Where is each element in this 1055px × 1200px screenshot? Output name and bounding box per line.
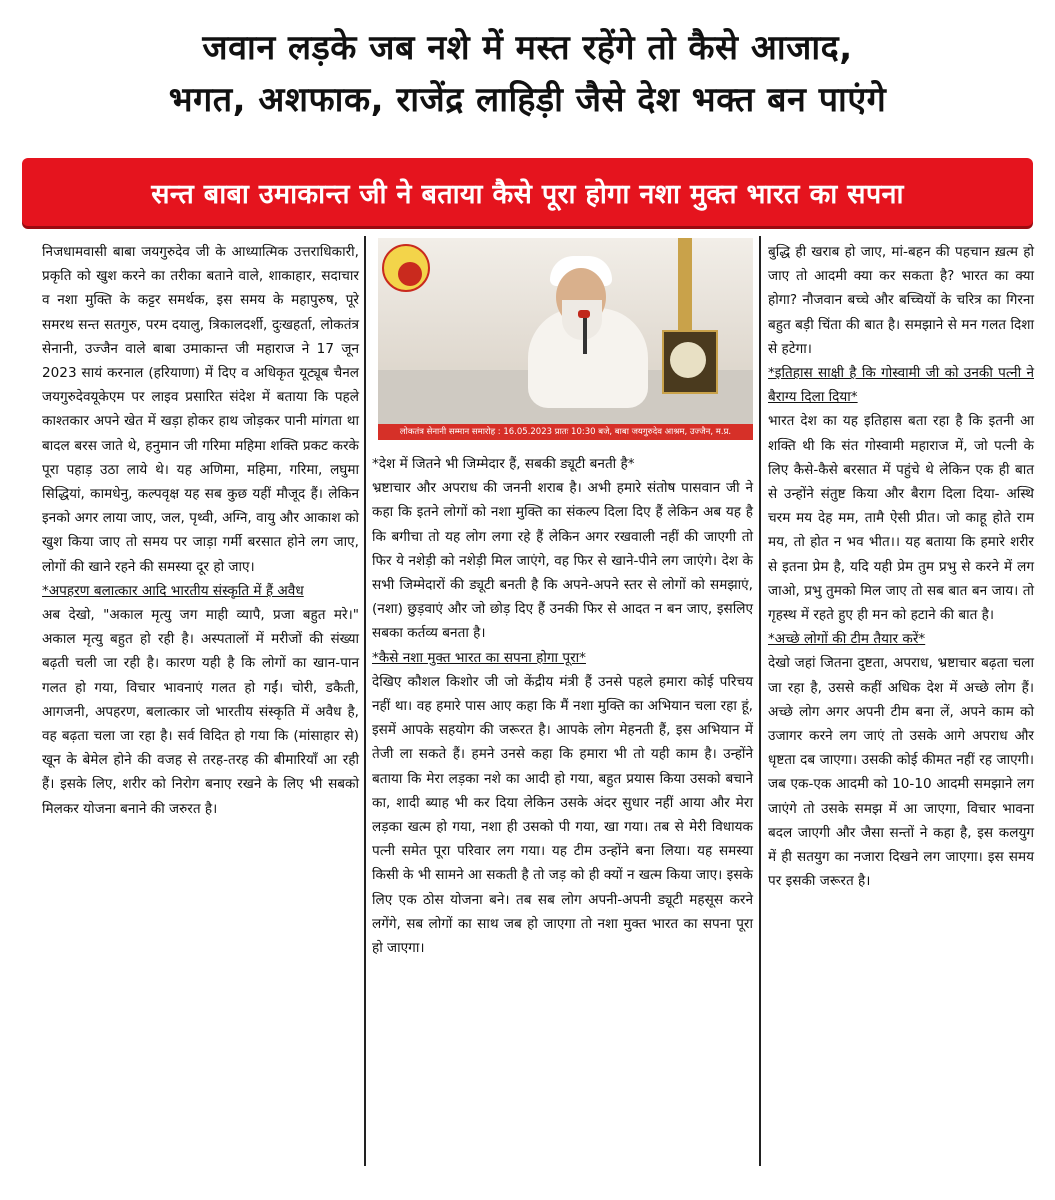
event-photo <box>378 238 753 440</box>
headline-line-2: भगत, अशफाक, राजेंद्र लाहिड़ी जैसे देश भक्त बन पाएंगे <box>168 80 887 120</box>
column-divider-right <box>759 236 761 1166</box>
article-column-2 <box>372 452 753 960</box>
paragraph: देखिए कौशल किशोर जी जो केंद्रीय मंत्री हैं उनसे पहले हमारा कोई परिचय नहीं था। वह हमारे पास आए कहा कि मैं नशा मुक्ति का अभियान चला रहा हूं, इसमें आपके सहयोग की जरूरत है। आपके लोग मेहनती हैं, इस अभियान में तेजी ला सकते हैं। हमने उनसे कहा कि हमारा भी तो यही काम है। उन्होंने बताया कि मेरा लड़का नशे का आदी हो गया, बहुत प्रयास किया उसको बचाने का, शादी ब्याह भी कर दिया लेकिन उसके अंदर सुधार नहीं आया और मेरा लड़का खत्म हो गया, नशा ही उसको पी गया, खा गया। तब से मेरी विधायक पत्नी समेत पूरा परिवार लग गया। यह टीम उन्होंने बना लिया। यह समस्या किसी के भी सामने आ सकती है तो जड़ को ही क्यों न खत्म किया जाए। इसके लिए एक ठोस योजना बने। तब सब लोग अपनी-अपनी ड्यूटी महसूस करने लगेंगे, सब लोगों का साथ जब हो जाएगा तो नशा मुक्त भारत का सपना पूरा हो जाएगा। <box>372 673 753 957</box>
paragraph: बुद्धि ही खराब हो जाए, मां-बहन की पहचान ख़त्म हो जाए तो आदमी क्या कर सकता है? भारत का क्या होगा? नौजवान बच्चे और बच्चियों के चरित्र का गिरना बहुत बड़ी चिंता की बात है। समझाने से मन गलत दिशा से हटेगा। <box>768 244 1034 357</box>
article-column-3 <box>768 240 1034 893</box>
section-heading: *अपहरण बलात्कार आदि भारतीय संस्कृति में हैं अवैध <box>42 582 304 599</box>
subheadline-banner <box>22 158 1033 226</box>
ashram-logo <box>382 244 430 292</box>
headline <box>0 22 1055 126</box>
paragraph: भारत देश का यह इतिहास बता रहा है कि इतनी आ शक्ति थी कि संत गोस्वामी महाराज में, जो पत्नी के लिए कैसे-कैसे बरसात में पहुंचे थे लेकिन एक ही बात से उन्होंने संतुष्ट किया और बैराग दिला दिया- अस्थि चरम मय देह मम, तामै ऐसी प्रीत। जो काहू होते राम मय, तो होत न भव भीत।। यह बताया कि हमारे शरीर से इतना प्रेम है, यदि यही प्रेम तुम प्रभु से करने में लग जाओ, प्रभु तुमको मिल जाए तो सब बात बन जाय। तो गृहस्थ में रहते हुए ही मन को हटाने की बात है। <box>768 413 1034 624</box>
paragraph: अब देखो, "अकाल मृत्यु जग माही व्यापै, प्रजा बहुत मरे।" अकाल मृत्यु बहुत हो रही है। अस्पतालों में मरीजों की संख्या बढ़ती चली जा रही है। कारण यही है कि लोगों का खान-पान गलत हो गया, विचार भावनाएं गलत हो गईं। चोरी, डकैती, आगजनी, अपहरण, बलात्कार जो भारतीय संस्कृति में अवैध है, वह बढ़ता चला जा रहा है। सर्व विदित हो गया कि (मांसाहार से) खून के बेमेल होने की वजह से तरह-तरह की बीमारियाँ आ रही हैं। इसके लिए, शरीर को निरोग बनाए रखने के लिए भी सबको मिलकर योजना बनाने की जरुरत है। <box>42 607 359 817</box>
section-heading: *अच्छे लोगों की टीम तैयार करें* <box>768 631 926 648</box>
section-heading: *देश में जितने भी जिम्मेदार हैं, सबकी ड्यूटी बनती है* <box>372 456 635 472</box>
paragraph: भ्रष्टाचार और अपराध की जननी शराब है। अभी हमारे संतोष पासवान जी ने कहा कि इतने लोगों को नशा मुक्ति का संकल्प दिला दिए हैं लेकिन अब यह है कि बगीचा तो यह लोग लगा रहे हैं लेकिन अगर रखवाली नहीं की जाएगी तो फिर ये नशेड़ी को नशेड़ी मिल जाएंगे, वह फिर से खाने-पीने लग जाएंगे। देश के सभी जिम्मेदारों की ड्यूटी बनती है कि अपने-अपने स्तर से लोगों को समझाएं, (नशा) छुड़वाएं और जो छोड़ दिए हैं उनकी फिर से आदत न बन जाए, इसलिए सबका कर्तव्य बनता है। <box>372 480 753 642</box>
photo-caption: लोकतंत्र सेनानी सम्मान समारोह : 16.05.2023 प्रातः 10:30 बजे, बाबा जयगुरुदेव आश्रम, उज्जैन, म.प्र. <box>378 424 753 440</box>
paragraph: निजधामवासी बाबा जयगुरुदेव जी के आध्यात्मिक उत्तराधिकारी, प्रकृति को खुश करने का तरीका बताने वाले, शाकाहार, सदाचार व नशा मुक्ति के कट्टर समर्थक, इस समय के महापुरुष, पूरे समरथ सन्त सतगुरु, परम दयालु, त्रिकालदर्शी, दुःखहर्ता, लोकतंत्र सेनानी, उज्जैन वाले बाबा उमाकान्त जी महाराज ने 17 जून 2023 सायं करनाल (हरियाणा) में दिए व अधिकृत यूट्यूब चैनल जयगुरुदेवयूकेएम पर लाइव प्रसारित संदेश में बताया कि पहले काश्तकार अपने खेत में खड़ा होकर हाथ जोड़कर पानी मांगता था बादल बरस जाते थे, हनुमान जी गरिमा महिमा शक्ति प्रकट करके पूरा पहाड़ उठा लाये थे। यह अणिमा, महिमा, गरिमा, लघुमा सिद्धियां, कामधेनु, कल्पवृक्ष यह सब कुछ यहीं मौजूद हैं। लेकिन इनको अगर लाया जाए, जल, पृथ्वी, अग्नि, वायु और आकाश को खुश किया जाए तो समय पर जाड़ा गर्मी बरसात होने लग जाए, लोगों की खाने रहने की समस्या दूर हो जाए। <box>42 244 359 575</box>
section-heading: *इतिहास साक्षी है कि गोस्वामी जी को उनकी पत्नी ने बैराग्य दिला दिया* <box>768 365 1034 406</box>
microphone-icon <box>583 314 587 354</box>
section-heading: *कैसे नशा मुक्त भारत का सपना होगा पूरा* <box>372 649 586 666</box>
column-divider-left <box>364 236 366 1166</box>
headline-line-1: जवान लड़के जब नशे में मस्त रहेंगे तो कैसे आजाद, <box>202 28 853 68</box>
subheadline-text: सन्त बाबा उमाकान्त जी ने बताया कैसे पूरा होगा नशा मुक्त भारत का सपना <box>151 178 904 210</box>
paragraph: देखो जहां जितना दुष्टता, अपराध, भ्रष्टाचार बढ़ता चला जा रहा है, उससे कहीं अधिक देश में अच्छे लोग हैं। अच्छे लोग अगर अपनी टीम बना लें, अपने काम को उजागर करने लग जाएं तो उसके आगे अपराध और धृष्टता दब जाएगा। उसकी कोई कीमत नहीं रह जाएगी। जब एक-एक आदमी को 10-10 आदमी समझाने लग जाएंगे तो उसके समझ में आ जाएगा, विचार भावना बदल जाएगी और जैसा सन्तों ने कहा है, इस कलयुग में ही सतयुग का नजारा दिखने लग जाएगा। इस समय पर इसकी जरूरत है। <box>768 655 1034 890</box>
article-column-1 <box>42 240 359 821</box>
